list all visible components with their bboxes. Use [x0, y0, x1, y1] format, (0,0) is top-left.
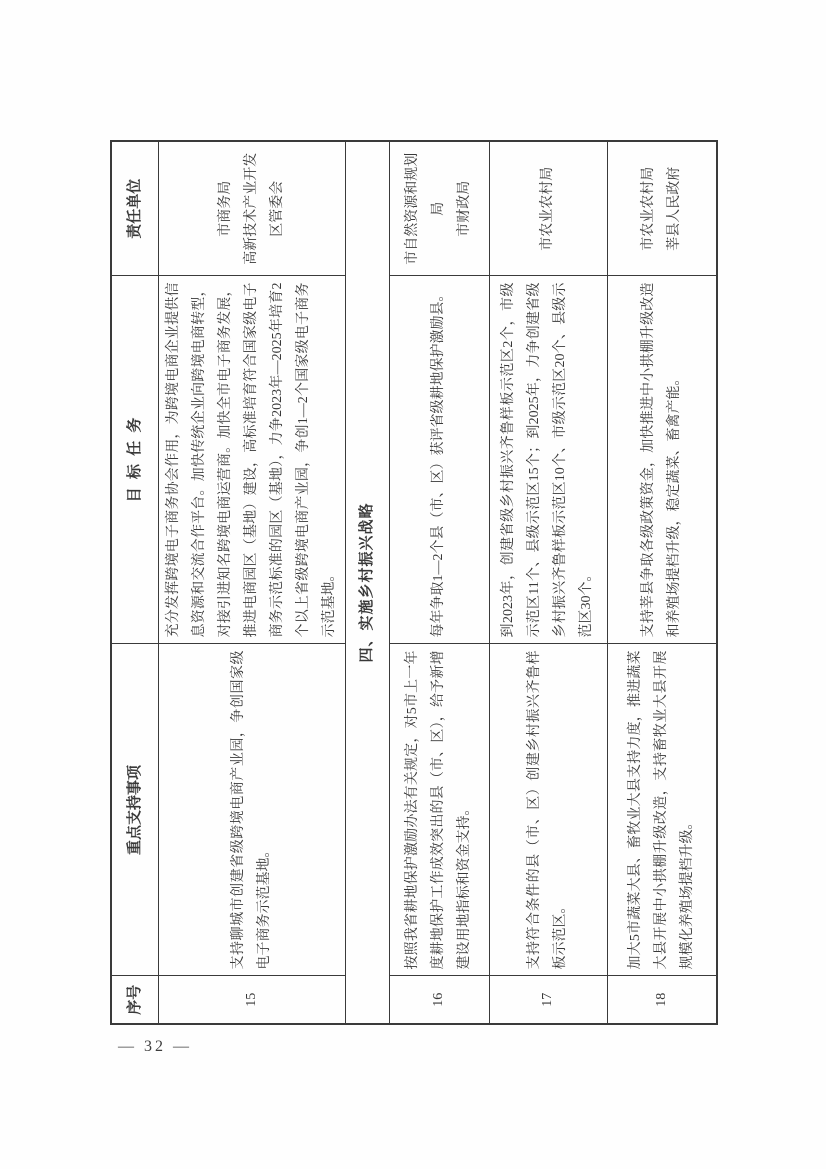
table-row-15 [158, 141, 345, 1024]
row-17-unit [489, 141, 607, 276]
unit-line: 市财政局 [457, 180, 472, 237]
unit-line: 市农业农村局 [540, 166, 555, 251]
table-row-18 [607, 141, 717, 1024]
col-header-task: 目标任务 [111, 276, 158, 644]
col-header-index: 序号 [111, 976, 158, 1024]
row-16-task: 每年争取1—2个县（市、区）获评省级耕地保护激励县。 [389, 276, 489, 644]
table-row-16 [389, 141, 489, 1024]
unit-line: 市商务局 [217, 180, 233, 237]
row-15-unit [158, 141, 345, 276]
page-number: — 32 — [118, 1038, 192, 1055]
row-18-task: 支持莘县争取各级政策资金，加快推进中小拱棚升级改造和养殖场提档升级，稳定蔬菜、畜禽产能。 [607, 276, 717, 644]
section-header-row [345, 141, 389, 1024]
row-16-unit [389, 141, 489, 276]
table-row-17 [489, 141, 607, 1024]
unit-line: 莘县人民政府 [666, 166, 682, 251]
col-header-item: 重点支持事项 [111, 644, 158, 976]
support-items-table [110, 140, 718, 1025]
unit-line: 市农业农村局 [640, 166, 656, 251]
table-header-row [111, 141, 158, 1024]
row-17-item: 支持符合条件的县（市、区）创建乡村振兴齐鲁样板示范区。 [489, 644, 607, 976]
row-16-index: 16 [389, 976, 489, 1024]
row-18-unit [607, 141, 717, 276]
unit-line: 高新技术产业开发区管委会 [243, 152, 285, 265]
row-17-index: 17 [489, 976, 607, 1024]
section-header: 四、实施乡村振兴战略 [345, 141, 389, 1024]
row-18-item: 加大5市蔬菜大县、畜牧业大县支持力度，推进蔬菜大县开展中小拱棚升级改造，支持畜牧业大县开展规模化养殖场提档升级。 [607, 644, 717, 976]
row-17-task: 到2023年，创建省级乡村振兴齐鲁样板示范区2个，市级示范区11个、县级示范区15个；到2025年，力争创建省级乡村振兴齐鲁样板示范区10个、市级示范区20个、县级示范区30个。 [489, 276, 607, 644]
col-header-unit: 责任单位 [111, 141, 158, 276]
row-15-item: 支持聊城市创建省级跨境电商产业园，争创国家级电子商务示范基地。 [158, 644, 345, 976]
row-18-index: 18 [607, 976, 717, 1024]
row-16-item: 按照我省耕地保护激励办法有关规定，对5市上一年度耕地保护工作成效突出的县（市、区），给予新增建设用地指标和资金支持。 [389, 644, 489, 976]
row-15-task: 充分发挥跨境电子商务协会作用，为跨境电商企业提供信息资源和交流合作平台。加快传统企业向跨境电商转型，对接引进知名跨境电商运营商。加快全市电子商务发展，推进电商园区（基地）建设，高标准培育符合国家级电子商务示范标准的园区（基地），力争2023年—2025年培育2个以上省级跨境电商产业园，争创1—2个国家级电子商务示范基地。 [158, 276, 345, 644]
rotated-table-area [110, 142, 715, 1025]
row-15-index: 15 [158, 976, 345, 1024]
unit-line: 市自然资源和规划局 [405, 152, 446, 265]
rotated-table-canvas [110, 142, 715, 1025]
